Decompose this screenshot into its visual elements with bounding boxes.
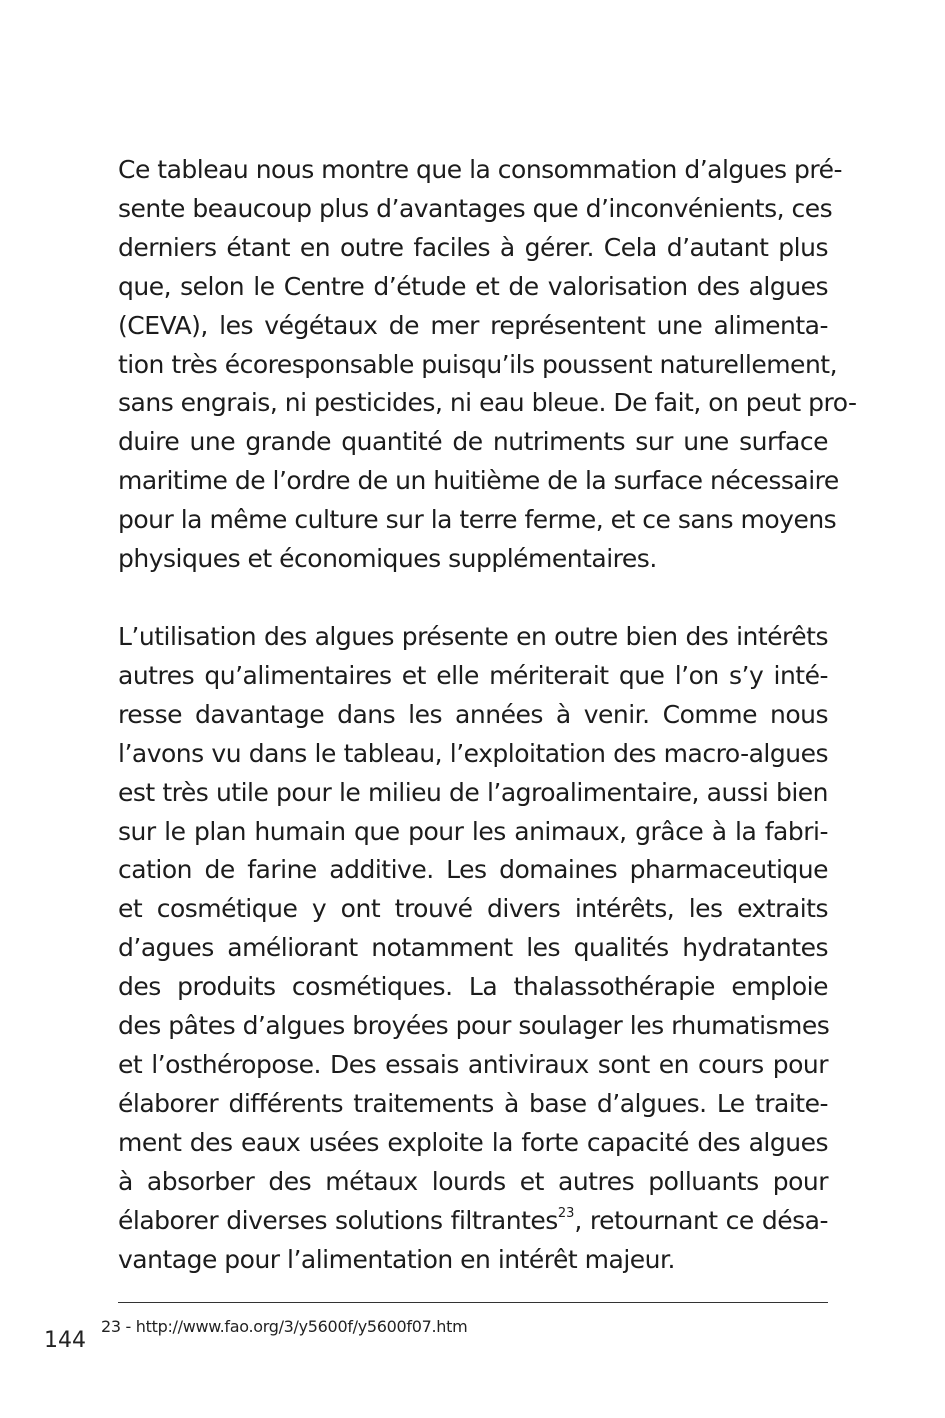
paragraph-line: des pâtes d’algues broyées pour soulager les rhumatismes bbox=[118, 1011, 830, 1041]
footnote-divider bbox=[118, 1302, 828, 1303]
paragraph-line: que, selon le Centre d’étude et de valorisation des algues bbox=[118, 271, 828, 301]
paragraph-line: est très utile pour le milieu de l’agroalimentaire, aussi bien bbox=[118, 777, 828, 807]
paragraph-line: vantage pour l’alimentation en intérêt majeur. bbox=[118, 1244, 675, 1274]
paragraph-line: l’avons vu dans le tableau, l’exploitation des macro-algues bbox=[118, 738, 828, 768]
paragraph-line: autres qu’alimentaires et elle mériterait que l’on s’y inté- bbox=[118, 660, 828, 690]
paragraph-line: sente beaucoup plus d’avantages que d’inconvénients, ces bbox=[118, 193, 833, 223]
paragraph-line: resse davantage dans les années à venir. Comme nous bbox=[118, 699, 828, 729]
line-text-before: élaborer diverses solutions filtrantes bbox=[118, 1205, 558, 1235]
paragraph-line: L’utilisation des algues présente en outre bien des intérêts bbox=[118, 622, 828, 651]
paragraph-line: maritime de l’ordre de un huitième de la surface nécessaire bbox=[118, 466, 839, 496]
paragraph-line: physiques et économiques supplémentaires. bbox=[118, 544, 657, 574]
paragraph-line: cation de farine additive. Les domaines pharmaceutique bbox=[118, 855, 828, 885]
paragraph-line: et cosmétique y ont trouvé divers intérêts, les extraits bbox=[118, 894, 828, 924]
paragraph-line-with-footnote bbox=[118, 1202, 828, 1241]
footnote: 23 - http://www.fao.org/3/y5600f/y5600f07.htm bbox=[101, 1317, 468, 1336]
paragraph-line: des produits cosmétiques. La thalassothérapie emploie bbox=[118, 972, 828, 1002]
paragraph-line: ment des eaux usées exploite la forte capacité des algues bbox=[118, 1127, 828, 1157]
paragraph-line: à absorber des métaux lourds et autres polluants pour bbox=[118, 1166, 828, 1196]
paragraph-line: duire une grande quantité de nutriments sur une surface bbox=[118, 427, 828, 457]
line-text-after: , retournant ce désa- bbox=[574, 1205, 828, 1235]
paragraph-line: tion très écoresponsable puisqu’ils poussent naturellement, bbox=[118, 349, 838, 379]
paragraph-1 bbox=[118, 151, 857, 579]
footnote-reference[interactable]: 23 bbox=[557, 1206, 575, 1222]
paragraph-line: (CEVA), les végétaux de mer représentent une alimenta- bbox=[118, 310, 828, 340]
paragraph-line: et l’osthéropose. Des essais antiviraux sont en cours pour bbox=[118, 1049, 828, 1079]
paragraph-line: Ce tableau nous montre que la consommation d’algues pré- bbox=[118, 155, 842, 184]
paragraph-line: pour la même culture sur la terre ferme, et ce sans moyens bbox=[118, 505, 837, 535]
paragraph-line: sans engrais, ni pesticides, ni eau bleue. De fait, on peut pro- bbox=[118, 388, 857, 418]
paragraph-line: élaborer différents traitements à base d’algues. Le traite- bbox=[118, 1088, 828, 1118]
paragraph-2 bbox=[118, 618, 828, 1279]
paragraph-line: sur le plan humain que pour les animaux, grâce à la fabri- bbox=[118, 816, 828, 846]
page-number: 144 bbox=[44, 1328, 86, 1353]
paragraph-line: d’agues améliorant notamment les qualités hydratantes bbox=[118, 933, 828, 963]
paragraph-line: derniers étant en outre faciles à gérer. Cela d’autant plus bbox=[118, 232, 828, 262]
